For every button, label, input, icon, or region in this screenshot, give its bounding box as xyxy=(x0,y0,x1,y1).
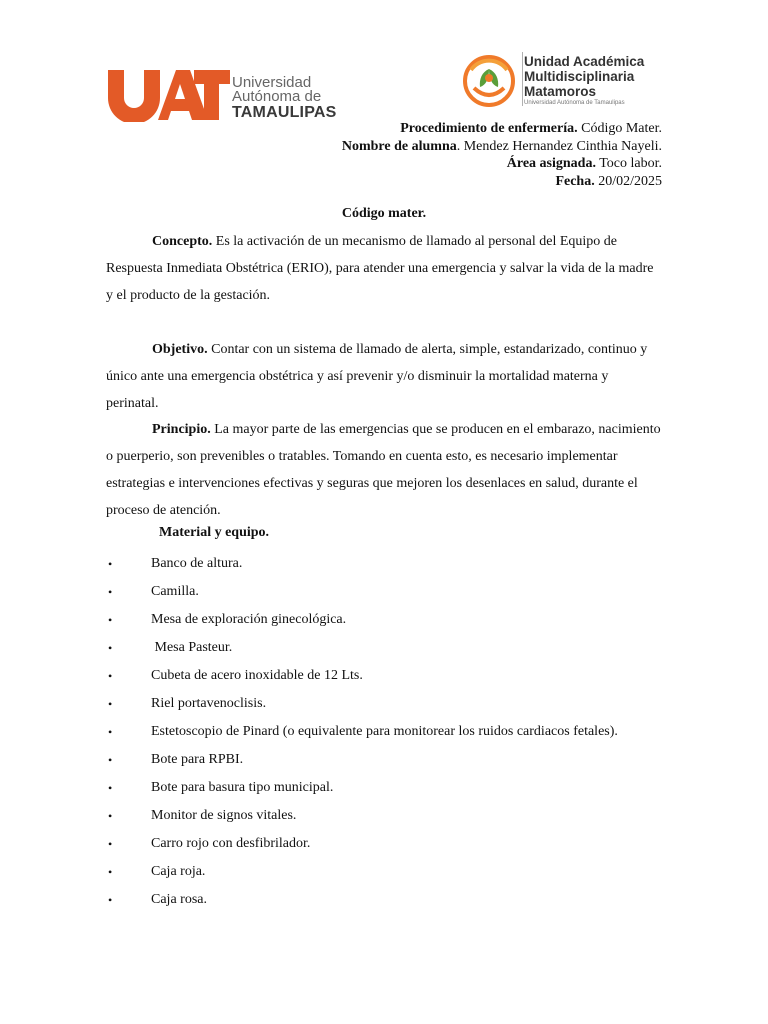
uat-logo-line3: TAMAULIPAS xyxy=(232,104,337,121)
uam-logo-line1: Unidad Académica xyxy=(524,54,645,69)
uam-emblem-icon xyxy=(462,54,516,108)
list-item xyxy=(106,718,666,746)
student-label: Nombre de alumna xyxy=(341,138,457,154)
list-item xyxy=(106,634,666,662)
list-item-text: Mesa Pasteur. xyxy=(151,640,233,655)
list-item-text: Monitor de signos vitales. xyxy=(151,808,297,823)
student-value: . Mendez Hernandez Cinthia Nayeli. xyxy=(456,138,662,154)
bullet-icon: • xyxy=(108,641,113,655)
bullet-icon: • xyxy=(108,697,113,711)
list-item-text: Bote para basura tipo municipal. xyxy=(151,780,334,795)
list-item xyxy=(106,886,666,914)
principio-text: La mayor parte de las emergencias que se producen en el embarazo, nacimiento o puerperio, son prevenibles o tratables. Tomando en cuenta esto, es necesario implementar estrategias e intervenciones efectivas y seguras que mejoren los desenlaces en salud, durante el proceso de atención. xyxy=(106,422,661,518)
area-line xyxy=(342,155,662,173)
material-list xyxy=(106,550,666,914)
list-item-text: Estetoscopio de Pinard (o equivalente para monitorear los ruidos cardiacos fetales). xyxy=(151,724,618,739)
uat-logo xyxy=(106,66,338,124)
uam-logo-text xyxy=(524,54,644,107)
bullet-icon: • xyxy=(108,557,113,571)
date-line xyxy=(342,173,662,191)
list-item-text: Bote para RPBI. xyxy=(151,752,244,767)
list-item xyxy=(106,606,666,634)
list-item xyxy=(106,830,666,858)
list-item xyxy=(106,550,666,578)
list-item-text: Camilla. xyxy=(151,584,199,599)
student-line xyxy=(342,138,662,156)
uat-logo-text xyxy=(232,76,337,121)
uam-logo-divider xyxy=(522,52,523,106)
list-item xyxy=(106,746,666,774)
bullet-icon: • xyxy=(108,585,113,599)
concepto-text: Es la activación de un mecanismo de llamado al personal del Equipo de Respuesta Inmediata Obstétrica (ERIO), para atender una emergencia y salvar la vida de la madre y el producto de la gestación. xyxy=(106,234,654,303)
uam-logo-line4: Universidad Autónoma de Tamaulipas xyxy=(524,100,625,106)
list-item xyxy=(106,690,666,718)
bullet-icon: • xyxy=(108,725,113,739)
document-title: Código mater. xyxy=(341,206,427,221)
bullet-icon: • xyxy=(108,781,113,795)
list-item-text: Banco de altura. xyxy=(151,556,243,571)
concepto-paragraph xyxy=(106,228,662,309)
procedure-value: Código Mater. xyxy=(577,121,662,136)
list-item xyxy=(106,578,666,606)
objetivo-label: Objetivo. xyxy=(152,342,208,357)
date-label: Fecha. xyxy=(555,173,595,189)
bullet-icon: • xyxy=(108,865,113,879)
concepto-label: Concepto. xyxy=(152,234,213,249)
principio-label: Principio. xyxy=(152,422,211,437)
principio-paragraph xyxy=(106,416,662,524)
bullet-icon: • xyxy=(108,613,113,627)
list-item xyxy=(106,774,666,802)
list-item-text: Caja roja. xyxy=(151,864,206,879)
bullet-icon: • xyxy=(108,809,113,823)
list-item xyxy=(106,802,666,830)
material-title: Material y equipo. xyxy=(159,525,270,540)
uat-logo-line2: Autónoma de xyxy=(232,88,322,105)
list-item-text: Carro rojo con desfibrilador. xyxy=(151,836,311,851)
uam-logo-line3: Matamoros xyxy=(524,84,597,99)
bullet-icon: • xyxy=(108,893,113,907)
procedure-line xyxy=(342,120,662,138)
uam-logo xyxy=(462,50,662,108)
objetivo-text: Contar con un sistema de llamado de alerta, simple, estandarizado, continuo y único ante una emergencia obstétrica y así prevenir y/o disminuir la mortalidad materna y perinatal. xyxy=(106,342,648,411)
list-item-text: Riel portavenoclisis. xyxy=(151,696,267,711)
date-value: 20/02/2025 xyxy=(594,173,662,189)
uat-logo-mark xyxy=(106,66,232,122)
procedure-label: Procedimiento de enfermería. xyxy=(400,121,578,136)
area-value: Toco labor. xyxy=(595,156,662,171)
bullet-icon: • xyxy=(108,753,113,767)
area-label: Área asignada. xyxy=(506,156,596,171)
list-item-text: Cubeta de acero inoxidable de 12 Lts. xyxy=(151,668,363,683)
objetivo-paragraph xyxy=(106,336,662,417)
header-info xyxy=(342,120,662,190)
list-item-text: Caja rosa. xyxy=(151,892,207,907)
list-item-text: Mesa de exploración ginecológica. xyxy=(151,612,347,627)
uat-logo-line1: Universidad xyxy=(232,74,312,91)
uam-logo-line2: Multidisciplinaria xyxy=(524,69,635,84)
bullet-icon: • xyxy=(108,837,113,851)
list-item xyxy=(106,858,666,886)
bullet-icon: • xyxy=(108,669,113,683)
list-item xyxy=(106,662,666,690)
